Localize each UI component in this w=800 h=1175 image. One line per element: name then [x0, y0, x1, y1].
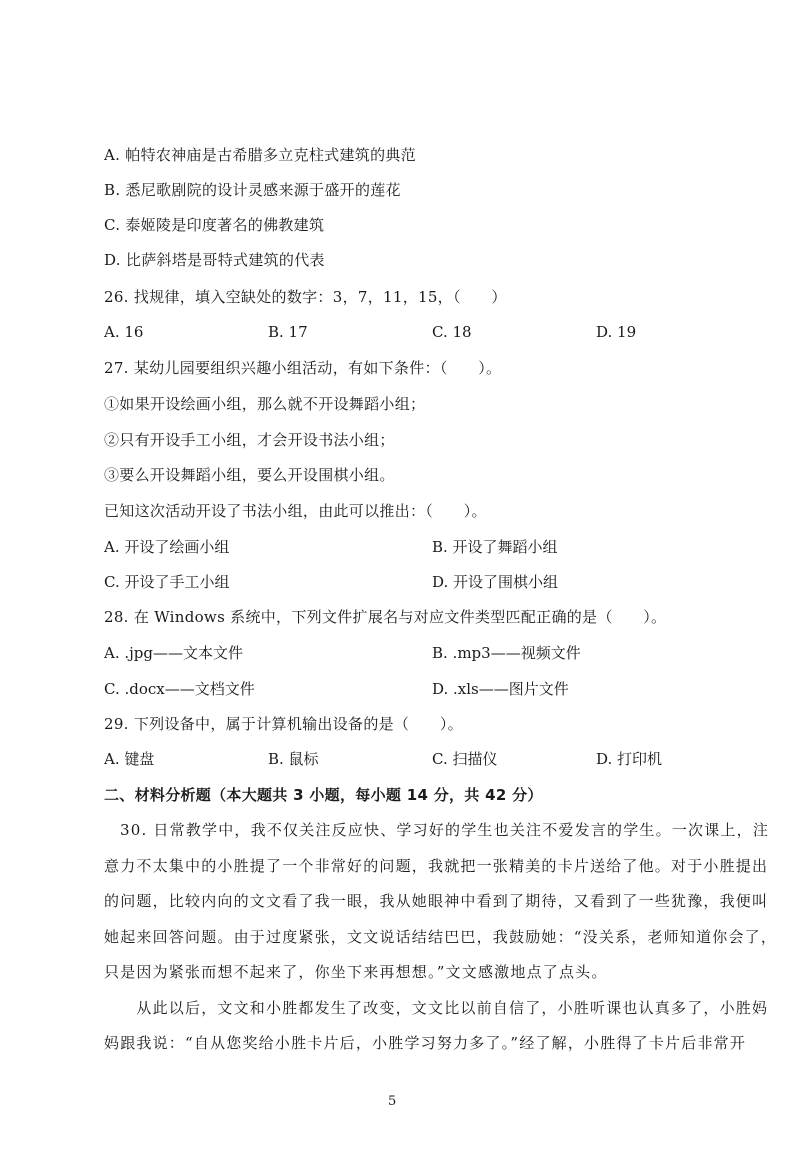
q30-line-5: 只是因为紧张而想不起来了，你坐下来再想想。”文文感激地点了点头。	[104, 963, 608, 981]
q27-condition-3: ③要么开设舞蹈小组，要么开设围棋小组。	[104, 466, 395, 484]
q27-option-a: A. 开设了绘画小组	[104, 538, 230, 556]
q29-option-a: A. 键盘	[104, 750, 155, 768]
q27-premise: 已知这次活动开设了书法小组，由此可以推出：（ ）。	[104, 502, 487, 520]
q26-option-c: C. 18	[432, 323, 472, 341]
q26-option-b: B. 17	[268, 323, 308, 341]
q26-stem: 26. 找规律，填入空缺处的数字：3，7，11，15，（ ）	[104, 288, 507, 306]
page-number: 5	[388, 1094, 397, 1109]
q29-option-b: B. 鼠标	[268, 750, 319, 768]
q30-line-2: 意力不太集中的小胜提了一个非常好的问题，我就把一张精美的卡片送给了他。对于小胜提出	[104, 857, 769, 875]
q30-line-4: 她起来回答问题。由于过度紧张，文文说话结结巴巴，我鼓励她：“没关系，老师知道你会了，	[104, 928, 778, 946]
q28-option-b: B. .mp3——视频文件	[432, 644, 581, 662]
q27-option-b: B. 开设了舞蹈小组	[432, 538, 558, 556]
q30-line-3: 的问题，比较内向的文文看了我一眼，我从她眼神中看到了期待，又看到了一些犹豫，我便叫	[104, 892, 769, 910]
q28-option-d: D. .xls——图片文件	[432, 680, 569, 698]
q29-option-c: C. 扫描仪	[432, 750, 498, 768]
q30-line-6: 从此以后，文文和小胜都发生了改变，文文比以前自信了，小胜听课也认真多了，小胜妈	[104, 999, 769, 1017]
q29-stem: 29. 下列设备中，属于计算机输出设备的是（ ）。	[104, 715, 463, 733]
q27-option-d: D. 开设了围棋小组	[432, 573, 559, 591]
q27-condition-2: ②只有开设手工小组，才会开设书法小组；	[104, 431, 395, 449]
q25-option-c: C. 泰姬陵是印度著名的佛教建筑	[104, 216, 325, 234]
q27-stem: 27. 某幼儿园要组织兴趣小组活动，有如下条件：（ ）。	[104, 359, 502, 377]
q30-line-1: 30. 日常教学中，我不仅关注反应快、学习好的学生也关注不爱发言的学生。一次课上，注	[120, 821, 770, 839]
q25-option-b: B. 悉尼歌剧院的设计灵感来源于盛开的莲花	[104, 181, 401, 199]
q25-option-a: A. 帕特农神庙是古希腊多立克柱式建筑的典范	[104, 146, 416, 164]
q25-option-d: D. 比萨斜塔是哥特式建筑的代表	[104, 251, 325, 269]
q26-option-d: D. 19	[596, 323, 637, 341]
q28-option-c: C. .docx——文档文件	[104, 680, 255, 698]
q26-option-a: A. 16	[104, 323, 144, 341]
q28-stem: 28. 在 Windows 系统中，下列文件扩展名与对应文件类型匹配正确的是（ ）。	[104, 608, 667, 626]
q27-option-c: C. 开设了手工小组	[104, 573, 230, 591]
q30-line-7: 妈跟我说：“自从您奖给小胜卡片后，小胜学习努力多了。”经了解，小胜得了卡片后非常开	[104, 1034, 747, 1052]
q27-condition-1: ①如果开设绘画小组，那么就不开设舞蹈小组；	[104, 395, 426, 413]
q28-option-a: A. .jpg——文本文件	[104, 644, 243, 662]
q29-option-d: D. 打印机	[596, 750, 663, 768]
section-heading: 二、材料分析题（本大题共 3 小题，每小题 14 分，共 42 分）	[104, 786, 543, 804]
